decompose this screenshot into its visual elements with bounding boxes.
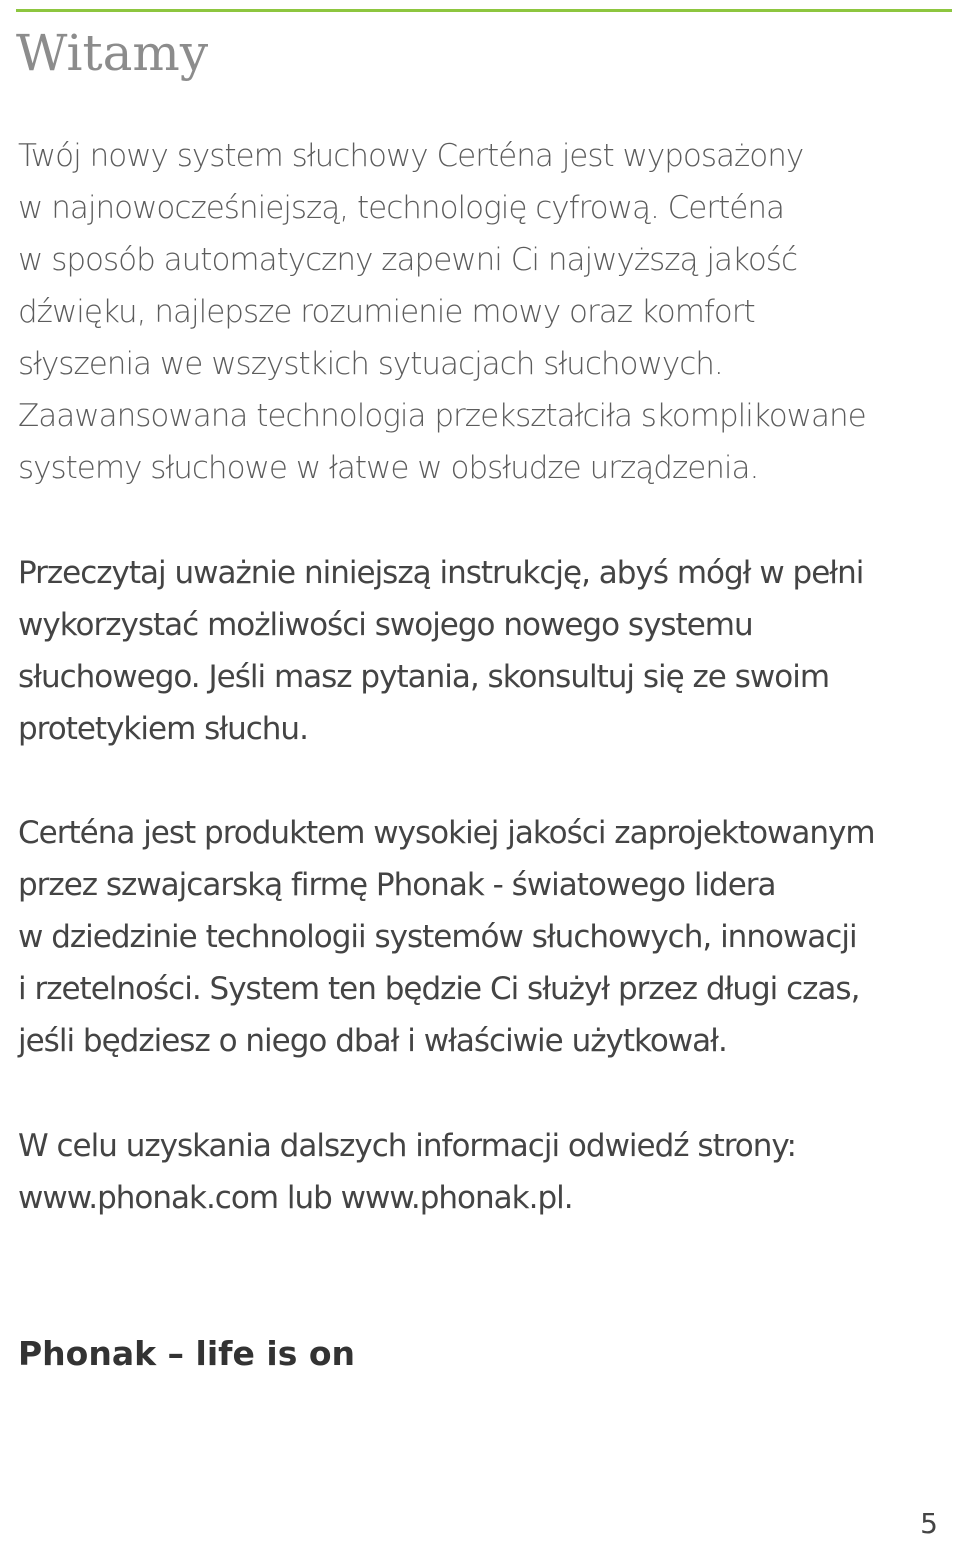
paragraph-line: słyszenia we wszystkich sytuacjach słuchowych. (18, 346, 723, 382)
paragraph-line: dźwięku, najlepsze rozumienie mowy oraz komfort (18, 294, 755, 330)
paragraph-line: w sposób automatyczny zapewni Ci najwyższą jakość (18, 242, 797, 278)
paragraph-line: i rzetelności. System ten będzie Ci służył przez długi czas, (18, 971, 860, 1007)
quality-paragraph (18, 807, 875, 1067)
paragraph-line: wykorzystać możliwości swojego nowego systemu (18, 607, 753, 643)
paragraph-line: systemy słuchowe w łatwe w obsłudze urządzenia. (18, 450, 759, 486)
paragraph-line: przez szwajcarską firmę Phonak - światowego lidera (18, 867, 776, 903)
paragraph-line: www.phonak.com lub www.phonak.pl. (18, 1180, 573, 1216)
paragraph-line: Zaawansowana technologia przekształciła skomplikowane (18, 398, 866, 434)
paragraph-line: W celu uzyskania dalszych informacji odwiedź strony: (18, 1128, 796, 1164)
brand-slogan: Phonak – life is on (18, 1334, 355, 1373)
paragraph-line: jeśli będziesz o niego dbał i właściwie użytkował. (18, 1023, 727, 1059)
paragraph-line: Twój nowy system słuchowy Certéna jest wyposażony (18, 138, 804, 174)
page-title: Witamy (16, 24, 209, 82)
read-instructions-paragraph (18, 547, 863, 755)
paragraph-line: Certéna jest produktem wysokiej jakości zaprojektowanym (18, 815, 875, 851)
paragraph-line: słuchowego. Jeśli masz pytania, skonsultuj się ze swoim (18, 659, 830, 695)
more-info-paragraph (18, 1120, 796, 1224)
paragraph-line: w dziedzinie technologii systemów słuchowych, innowacji (18, 919, 857, 955)
paragraph-line: w najnowocześniejszą, technologię cyfrową. Certéna (18, 190, 784, 226)
page-number: 5 (920, 1507, 938, 1540)
intro-paragraph (18, 130, 866, 494)
paragraph-line: Przeczytaj uważnie niniejszą instrukcję, abyś mógł w pełni (18, 555, 864, 591)
paragraph-line: protetykiem słuchu. (18, 711, 308, 747)
top-divider (16, 9, 952, 12)
